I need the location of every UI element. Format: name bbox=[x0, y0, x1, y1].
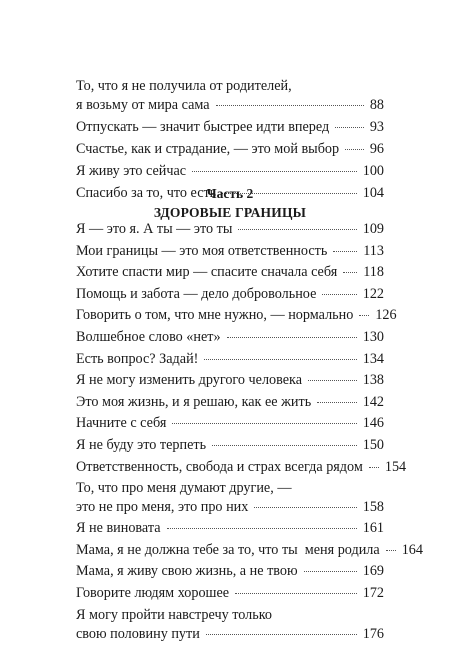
toc-entry-title: Мама, я живу свою жизнь, а не твою bbox=[76, 563, 298, 580]
toc-entry-title: Я не буду это терпеть bbox=[76, 436, 207, 453]
toc-page-number: 100 bbox=[362, 163, 384, 179]
leader-dots bbox=[343, 272, 357, 273]
toc-entry-title: Мои границы — это моя ответственность bbox=[76, 242, 328, 259]
toc-entry bbox=[76, 371, 384, 393]
toc-entry-title: Говорите людям хорошее bbox=[76, 584, 230, 601]
toc-entry-title: свою половину пути bbox=[76, 625, 200, 642]
toc-entry bbox=[76, 77, 384, 118]
toc-page-number: 138 bbox=[362, 372, 384, 389]
toc-entry-title: Я не виновата bbox=[76, 520, 161, 537]
leader-dots bbox=[333, 251, 357, 252]
toc-entry bbox=[76, 306, 397, 328]
leader-dots bbox=[345, 149, 364, 150]
toc-entry bbox=[76, 479, 384, 519]
toc-page-number: 93 bbox=[369, 119, 384, 135]
toc-entry bbox=[76, 242, 384, 264]
toc-entry bbox=[76, 414, 384, 436]
leader-dots bbox=[254, 507, 356, 508]
leader-dots bbox=[335, 127, 364, 128]
leader-dots bbox=[304, 571, 357, 572]
leader-dots bbox=[235, 593, 357, 594]
toc-page-number: 122 bbox=[362, 285, 384, 302]
toc-page-number: 113 bbox=[363, 242, 384, 259]
toc-page-number: 172 bbox=[362, 584, 384, 601]
leader-dots bbox=[369, 467, 379, 468]
toc-entry bbox=[76, 162, 384, 184]
toc-entry-title: Волшебное слово «нет» bbox=[76, 328, 221, 345]
part-heading bbox=[76, 186, 384, 221]
toc-entry bbox=[76, 285, 384, 307]
toc-entry bbox=[76, 519, 384, 541]
toc-entry-title: Отпускать — значит быстрее идти вперед bbox=[76, 119, 330, 135]
toc-entry-title: Я — это я. А ты — это ты bbox=[76, 221, 233, 237]
leader-dots bbox=[206, 634, 357, 635]
toc-page-number: 88 bbox=[369, 97, 384, 113]
toc-page-number: 161 bbox=[362, 520, 384, 537]
toc-entry-title: Ответственность, свобода и страх всегда рядом bbox=[76, 458, 363, 475]
toc-entry-title: Спасибо за то, что есть bbox=[76, 185, 217, 201]
toc-page-number: 130 bbox=[362, 328, 384, 345]
toc-entry bbox=[76, 393, 384, 415]
toc-entry bbox=[76, 541, 423, 563]
toc-entry-line1: То, что я не получила от родителей, bbox=[76, 78, 292, 94]
toc-entry bbox=[76, 220, 384, 242]
toc-entry-title: Хотите спасти мир — спасите сначала себя bbox=[76, 264, 338, 281]
toc-entry bbox=[76, 562, 384, 584]
toc-entry-title: Есть вопрос? Задай! bbox=[76, 350, 199, 367]
toc-page-number: 150 bbox=[362, 436, 384, 453]
toc-page-number: 176 bbox=[362, 625, 384, 642]
part-title: ЗДОРОВЫЕ ГРАНИЦЫ bbox=[153, 205, 307, 220]
toc-entry bbox=[76, 140, 384, 162]
leader-dots bbox=[204, 359, 356, 360]
leader-dots bbox=[308, 380, 357, 381]
toc-page-number: 146 bbox=[362, 415, 384, 432]
leader-dots bbox=[238, 229, 356, 230]
toc-entry-title: это не про меня, это про них bbox=[76, 499, 249, 516]
leader-dots bbox=[167, 528, 357, 529]
leader-dots bbox=[212, 445, 357, 446]
toc-entry-title: Я живу это сейчас bbox=[76, 163, 187, 179]
leader-dots bbox=[172, 423, 356, 424]
leader-dots bbox=[359, 315, 369, 316]
toc-entry-line1: Я могу пройти навстречу только bbox=[76, 606, 272, 623]
leader-dots bbox=[322, 294, 356, 295]
toc-page-number: 96 bbox=[369, 141, 384, 157]
toc-page-number: 164 bbox=[401, 541, 423, 558]
toc-entry-title: Это моя жизнь, и я решаю, как ее жить bbox=[76, 393, 312, 410]
toc-page-number: 169 bbox=[362, 563, 384, 580]
leader-dots bbox=[227, 337, 357, 338]
toc-entry bbox=[76, 350, 384, 372]
toc-entry-title: Говорить о том, что мне нужно, — нормально bbox=[76, 307, 354, 324]
toc-entry-title: я возьму от мира сама bbox=[76, 97, 210, 113]
toc-entry-title: Счастье, как и страдание, — это мой выбор bbox=[76, 141, 340, 157]
toc-entry-title: Начните с себя bbox=[76, 415, 167, 432]
toc-entry bbox=[76, 458, 407, 480]
toc-page-number: 109 bbox=[362, 221, 384, 237]
toc-entry-line1: То, что про меня думают другие, — bbox=[76, 480, 292, 497]
toc-entry bbox=[76, 328, 384, 350]
toc-entry bbox=[76, 263, 384, 285]
leader-dots bbox=[386, 550, 396, 551]
toc-page-number: 126 bbox=[375, 307, 397, 324]
toc-page-number: 104 bbox=[362, 185, 384, 201]
toc-page-number: 158 bbox=[362, 499, 384, 516]
toc-page-number: 142 bbox=[362, 393, 384, 410]
toc-entry-title: Я не могу изменить другого человека bbox=[76, 372, 303, 389]
leader-dots bbox=[216, 105, 364, 106]
toc-entry-title: Мама, я не должна тебе за то, что ты меня родила bbox=[76, 541, 380, 558]
leader-dots bbox=[317, 402, 357, 403]
toc-page-number: 134 bbox=[362, 350, 384, 367]
leader-dots bbox=[192, 171, 357, 172]
toc-entry bbox=[76, 118, 384, 140]
part-number: Часть 2 bbox=[206, 186, 254, 201]
toc-part2-list bbox=[76, 220, 423, 646]
toc-entry bbox=[76, 436, 384, 458]
toc-page-number: 118 bbox=[363, 264, 384, 281]
toc-page-number: 154 bbox=[384, 458, 407, 475]
toc-entry-title: Помощь и забота — дело добровольное bbox=[76, 285, 317, 302]
toc-entry bbox=[76, 584, 384, 606]
